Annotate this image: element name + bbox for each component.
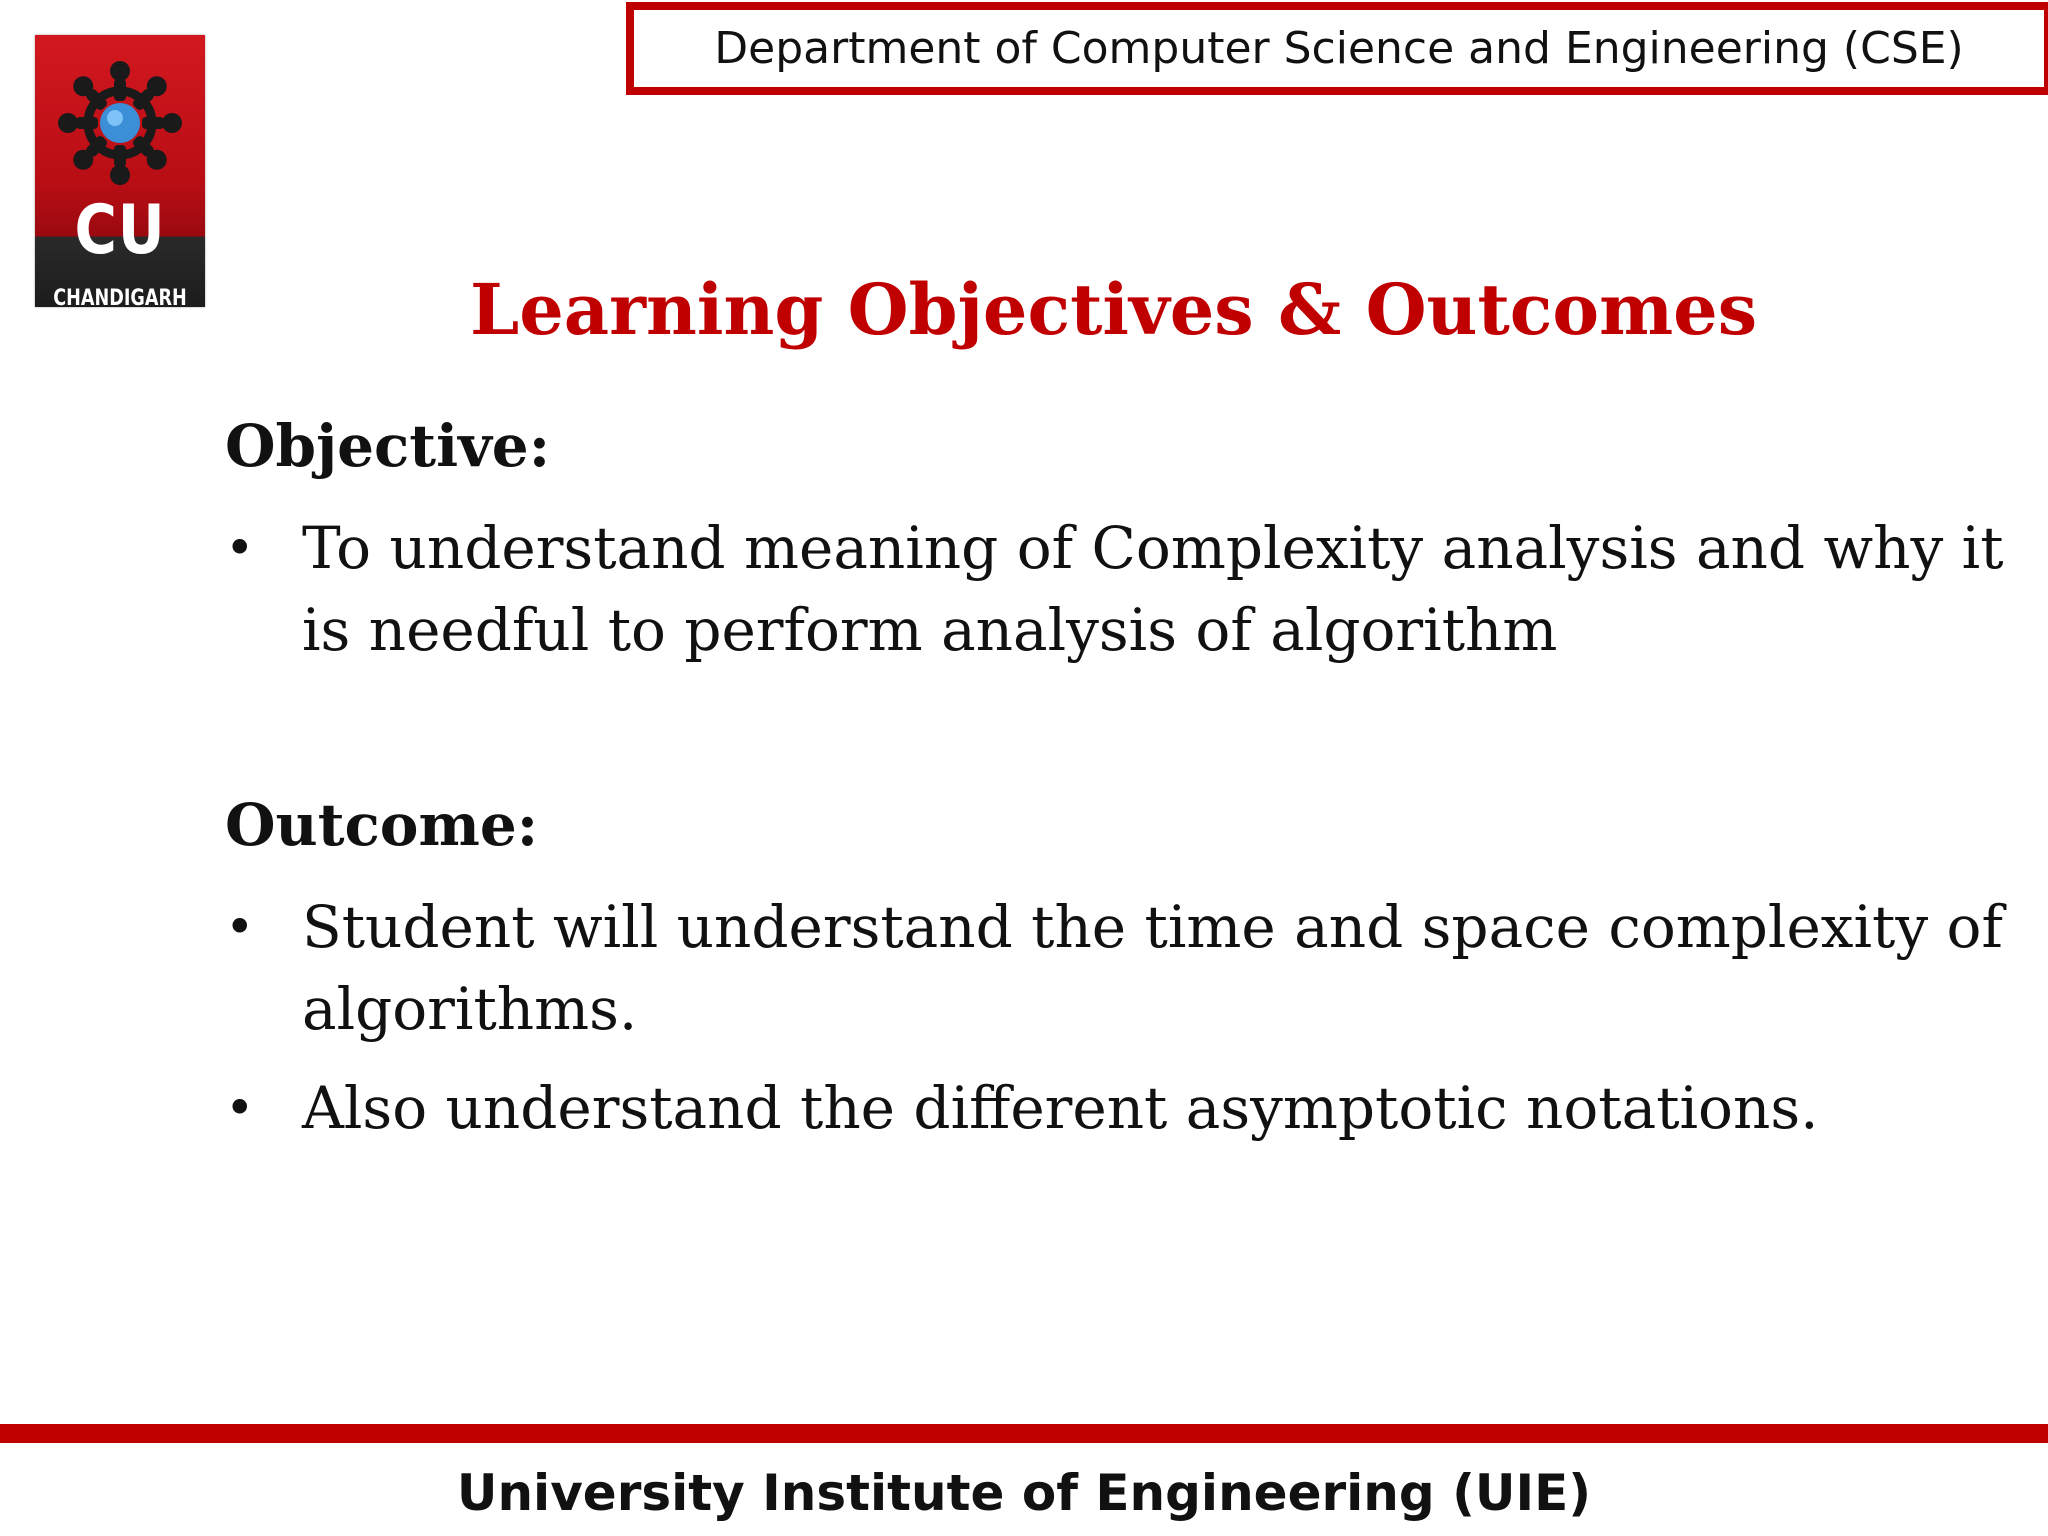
- outcome-bullet-text: Student will understand the time and space complexity of algorithms.: [302, 893, 2003, 1043]
- footer-divider: [0, 1424, 2048, 1443]
- logo-name-line1: CHANDIGARH: [53, 286, 187, 311]
- bullet-icon: •: [225, 1079, 255, 1137]
- outcome-heading: Outcome:: [225, 791, 539, 859]
- logo-university-name: [52, 287, 188, 333]
- logo-initials: CU: [74, 191, 166, 270]
- objective-bullet-text: To understand meaning of Complexity analysis and why it is needful to perform analysis of algorithm: [302, 514, 2004, 664]
- outcome-bullet: [225, 886, 2025, 1050]
- bullet-icon: •: [225, 898, 255, 956]
- chandigarh-university-logo: [35, 35, 205, 334]
- department-header-text: Department of Computer Science and Engineering (CSE): [714, 23, 1964, 74]
- department-header-box: [626, 2, 2048, 95]
- slide-title: Learning Objectives & Outcomes: [470, 268, 1758, 351]
- logo-name-line2: UNIVERSITY: [60, 309, 180, 334]
- objective-bullet: [225, 507, 2025, 671]
- outcome-bullet: [225, 1067, 2025, 1149]
- footer-institute: University Institute of Engineering (UIE): [456, 1464, 1592, 1522]
- outcome-bullet-text: Also understand the different asymptotic notations.: [302, 1074, 1819, 1142]
- objective-heading: Objective:: [225, 412, 551, 480]
- bullet-icon: •: [225, 519, 255, 577]
